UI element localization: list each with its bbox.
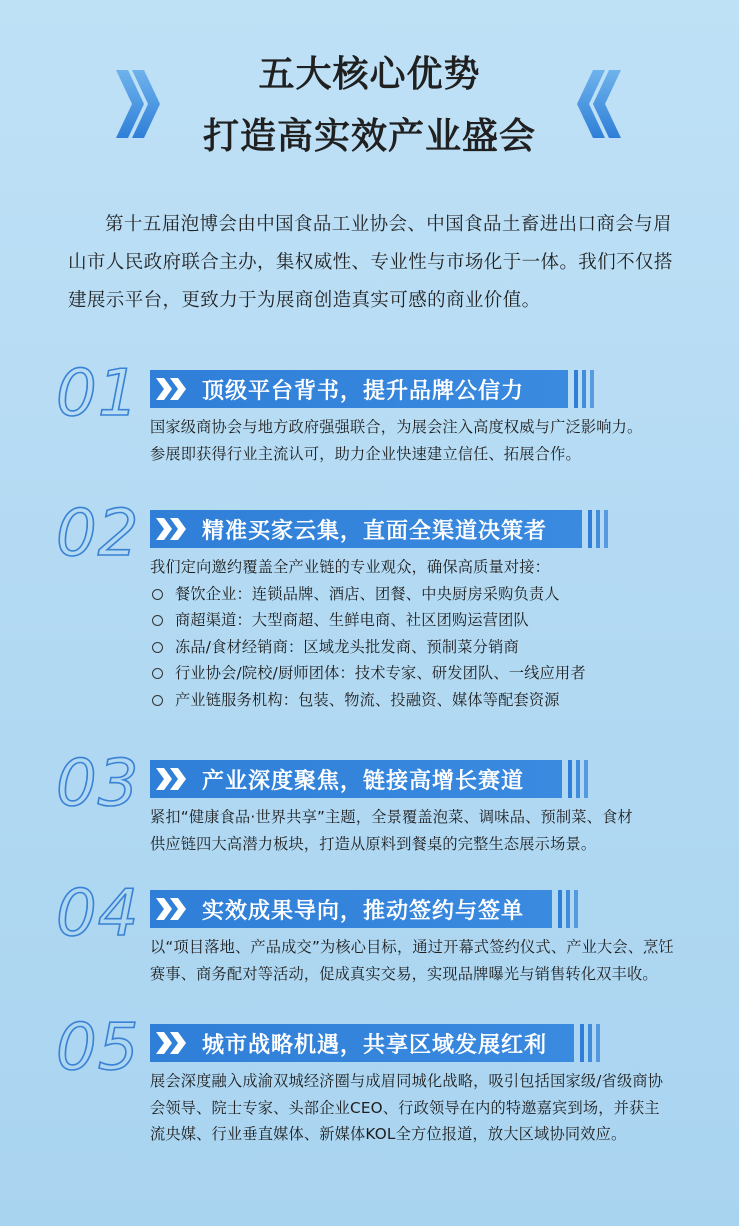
section-title: 产业深度聚焦，链接高增长赛道	[202, 768, 525, 794]
desc-line: 会领导、院士专家、头部企业CEO、行政领导在内的特邀嘉宾到场，并获主	[150, 1098, 660, 1117]
banner-bars-decoration	[558, 890, 580, 928]
section-number: 04	[56, 877, 140, 951]
section-description	[150, 1068, 690, 1148]
desc-line: 参展即获得行业主流认可，助力企业快速建立信任、拓展合作。	[150, 444, 581, 463]
banner-bars-decoration	[588, 510, 610, 548]
page-title	[0, 52, 739, 160]
section-title: 城市战略机遇，共享区域发展红利	[202, 1032, 548, 1058]
desc-line: 赛事、商务配对等活动，促成真实交易，实现品牌曝光与销售转化双丰收。	[150, 964, 658, 983]
list-item: 商超渠道：大型商超、生鲜电商、社区团购运营团队	[150, 607, 690, 634]
list-item: 餐饮企业：连锁品牌、酒店、团餐、中央厨房采购负责人	[150, 581, 690, 608]
section-banner	[150, 1024, 574, 1062]
section-description	[150, 554, 690, 713]
title-line-2: 打造高实效产业盛会	[202, 116, 536, 157]
desc-line: 展会深度融入成渝双城经济圈与成眉同城化战略，吸引包括国家级/省级商协	[150, 1072, 664, 1090]
double-chevron-icon	[150, 1024, 192, 1062]
list-item: 产业链服务机构：包装、物流、投融资、媒体等配套资源	[150, 687, 690, 714]
double-chevron-icon	[150, 890, 192, 928]
section-banner	[150, 370, 568, 408]
section-banner	[150, 890, 552, 928]
desc-line: 紧扣“健康食品·世界共享”主题，全景覆盖泡菜、调味品、预制菜、食材	[150, 808, 633, 826]
section-banner	[150, 760, 562, 798]
list-item: 冻品/食材经销商：区域龙头批发商、预制菜分销商	[150, 634, 690, 661]
desc-line: 以“项目落地、产品成交”为核心目标，通过开幕式签约仪式、产业大会、烹饪	[150, 938, 674, 956]
section-description	[150, 804, 690, 857]
double-chevron-icon	[150, 510, 192, 548]
section-description	[150, 934, 690, 987]
section-number: 03	[56, 747, 140, 821]
desc-line: 供应链四大高潜力板块，打造从原料到餐桌的完整生态展示场景。	[150, 834, 597, 853]
double-chevron-icon	[150, 760, 192, 798]
title-line-1: 五大核心优势	[258, 54, 481, 95]
banner-bars-decoration	[574, 370, 596, 408]
banner-bars-decoration	[580, 1024, 602, 1062]
intro-paragraph: 第十五届泡博会由中国食品工业协会、中国食品土畜进出口商会与眉山市人民政府联合主办，集权威性、专业性与市场化于一体。我们不仅搭建展示平台，更致力于为展商创造真实可感的商业价值。	[68, 214, 673, 311]
section-title: 实效成果导向，推动签约与签单	[202, 898, 525, 924]
list-item: 行业协会/院校/厨师团体：技术专家、研发团队、一线应用者	[150, 660, 690, 687]
section-number: 01	[56, 357, 140, 431]
section-number: 02	[56, 497, 140, 571]
section-number: 05	[56, 1011, 140, 1085]
double-chevron-icon	[150, 370, 192, 408]
desc-line: 我们定向邀约覆盖全产业链的专业观众，确保高质量对接：	[150, 558, 551, 576]
section-title: 顶级平台背书，提升品牌公信力	[202, 378, 525, 404]
section-banner	[150, 510, 582, 548]
section-description	[150, 414, 690, 467]
audience-list	[150, 581, 690, 714]
section-title: 精准买家云集，直面全渠道决策者	[202, 518, 548, 544]
banner-bars-decoration	[568, 760, 590, 798]
desc-line: 国家级商协会与地方政府强强联合，为展会注入高度权威与广泛影响力。	[150, 418, 643, 436]
desc-line: 流央媒、行业垂直媒体、新媒体KOL全方位报道，放大区域协同效应。	[150, 1125, 627, 1143]
